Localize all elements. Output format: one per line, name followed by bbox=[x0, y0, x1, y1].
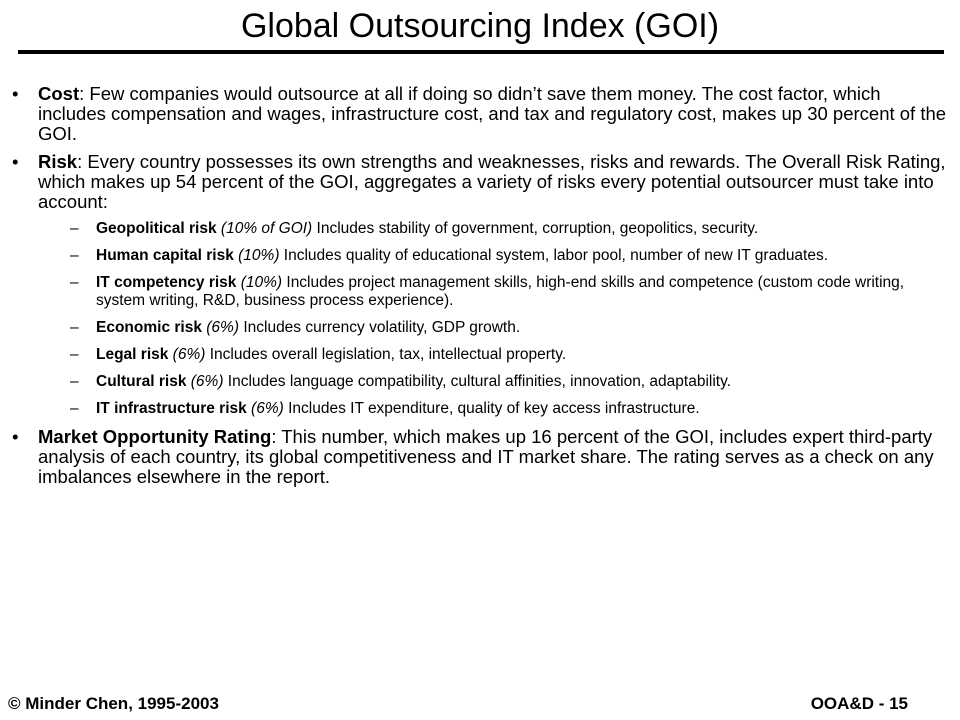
sub-item-human-capital-risk bbox=[38, 247, 952, 265]
sub-percent: (10%) bbox=[236, 274, 283, 291]
bullet-risk bbox=[12, 152, 952, 418]
sub-term: Cultural risk bbox=[96, 373, 187, 390]
bullet-mark: • bbox=[12, 83, 19, 104]
bullet-mark: • bbox=[12, 151, 19, 172]
sub-percent: (6%) bbox=[246, 400, 284, 417]
bullet-term: Cost bbox=[38, 83, 80, 104]
bullet-text: : Every country possesses its own strengths and weaknesses, risks and rewards. The Overall Risk Rating, which makes up 54 percent of the GOI, aggregates a variety of risks every potential outsourcer must take into account: bbox=[38, 151, 946, 212]
sub-item-cultural-risk bbox=[38, 373, 952, 391]
sub-term: Geopolitical risk bbox=[96, 220, 217, 237]
bullet-term: Risk bbox=[38, 151, 78, 172]
sub-percent: (6%) bbox=[201, 319, 240, 336]
sub-text: Includes language compatibility, cultural affinities, innovation, adaptability. bbox=[223, 373, 731, 390]
sub-term: IT infrastructure risk bbox=[96, 400, 247, 417]
bullet-mark: • bbox=[12, 426, 19, 447]
sub-term: Economic risk bbox=[96, 319, 202, 336]
dash-mark: – bbox=[70, 220, 79, 237]
dash-mark: – bbox=[70, 319, 79, 336]
sub-text: Includes currency volatility, GDP growth. bbox=[239, 319, 521, 336]
sub-text: Includes stability of government, corruption, geopolitics, security. bbox=[312, 220, 759, 237]
title-underline bbox=[18, 50, 944, 54]
dash-mark: – bbox=[70, 346, 79, 363]
sub-item-it-infrastructure-risk bbox=[38, 400, 952, 418]
bullet-term: Market Opportunity Rating bbox=[38, 426, 272, 447]
slide-body bbox=[12, 84, 952, 495]
bullet-text: : Few companies would outsource at all if doing so didn’t save them money. The cost factor, which includes compensation and wages, infrastructure cost, and tax and regulatory cost, makes up 30 percent of the GOI. bbox=[38, 83, 947, 144]
slide-title: Global Outsourcing Index (GOI) bbox=[240, 7, 720, 45]
sub-text: Includes IT expenditure, quality of key access infrastructure. bbox=[283, 400, 700, 417]
sub-term: IT competency risk bbox=[96, 274, 237, 291]
dash-mark: – bbox=[70, 274, 79, 291]
sub-item-geopolitical-risk bbox=[38, 220, 952, 238]
footer-copyright: © Minder Chen, 1995-2003 bbox=[8, 694, 219, 713]
dash-mark: – bbox=[70, 247, 79, 264]
sub-item-economic-risk bbox=[38, 319, 952, 337]
dash-mark: – bbox=[70, 400, 79, 417]
sub-item-legal-risk bbox=[38, 346, 952, 364]
risk-sub-list bbox=[38, 220, 952, 418]
sub-item-it-competency-risk bbox=[38, 274, 952, 310]
sub-text: Includes overall legislation, tax, intellectual property. bbox=[205, 346, 567, 363]
bullet-cost bbox=[12, 84, 952, 144]
sub-term: Legal risk bbox=[96, 346, 169, 363]
sub-percent: (10% of GOI) bbox=[216, 220, 313, 237]
bullet-text: : This number, which makes up 16 percent of the GOI, includes expert third-party analysis of each country, its global competitiveness and IT market share. The rating serves as a check on any imbalances elsewhere in the report. bbox=[38, 426, 934, 487]
sub-term: Human capital risk bbox=[96, 247, 234, 264]
footer-page-number: OOA&D - 15 bbox=[810, 694, 908, 713]
bullet-market-opportunity bbox=[12, 427, 952, 487]
sub-percent: (10%) bbox=[233, 247, 280, 264]
sub-text: Includes project management skills, high-end skills and competence (custom code writing, system writing, R&D, business process experience). bbox=[96, 274, 905, 309]
sub-text: Includes quality of educational system, labor pool, number of new IT graduates. bbox=[279, 247, 829, 264]
dash-mark: – bbox=[70, 373, 79, 390]
sub-percent: (6%) bbox=[186, 373, 224, 390]
sub-percent: (6%) bbox=[168, 346, 206, 363]
